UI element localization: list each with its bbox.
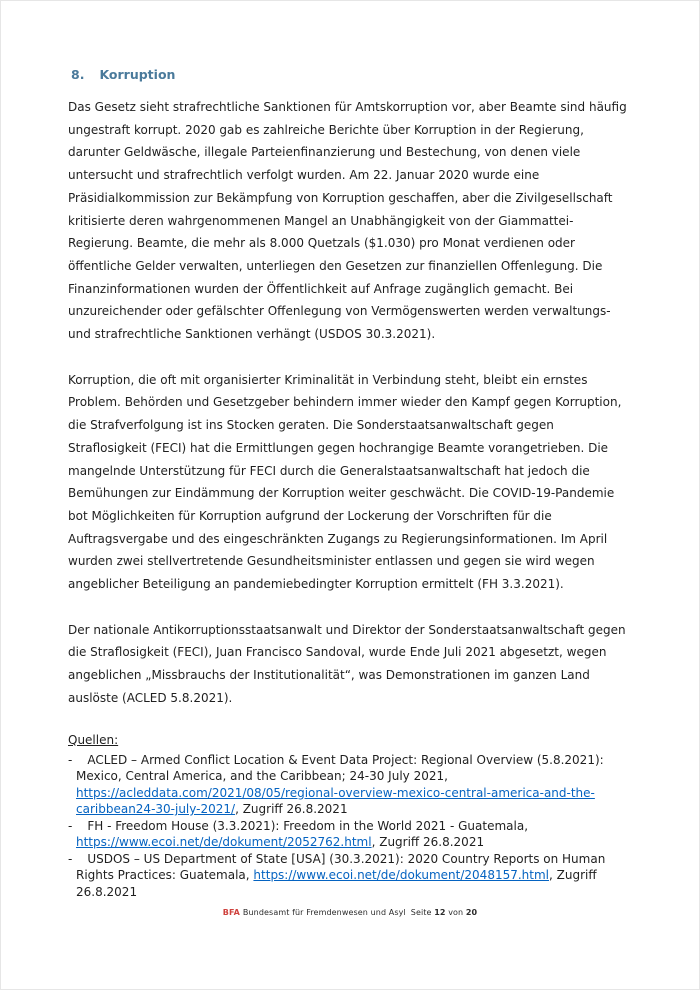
section-title: Korruption <box>99 67 176 82</box>
source-item <box>68 818 632 851</box>
bfa-logo-text: BFA <box>222 908 240 917</box>
footer-page-total: 20 <box>465 908 478 917</box>
paragraph-2: Korruption, die oft mit organisierter Kriminalität in Verbindung steht, bleibt ein ernstes Problem. Behörden und Gesetzgeber behindern immer wieder den Kampf gegen Korruption, die Strafverfolgung ist ins Stocken geraten. Die Sonderstaatsanwaltschaft gegen Straflosigkeit (FECI) hat die Ermittlungen gegen hochrangige Beamte vorangetrieben. Die mangelnde Unterstützung für FECI durch die Generalstaatsanwaltschaft hat jedoch die Bemühungen zur Eindämmung der Korruption weiter geschwächt. Die COVID-19-Pandemie bot Möglichkeiten für Korruption aufgrund der Lockerung der Vorschriften für die Auftragsvergabe und des eingeschränkten Zugangs zu Regierungsinformationen. Im April wurden zwei stellvertretende Gesundheitsminister entlassen und gegen sie wird wegen angeblicher Beteiligung an pandemiebedingter Korruption ermittelt (FH 3.3.2021). <box>68 372 622 592</box>
source-text: USDOS – US Department of State [USA] (30.3.2021): 2020 Country Reports on Human Rights Practices: Guatemala, <box>76 851 606 883</box>
sources-heading: Quellen: <box>68 732 119 747</box>
footer-page-current: 12 <box>434 908 446 917</box>
document-page <box>1 1 699 989</box>
source-item <box>68 851 632 901</box>
source-access-date: , Zugriff 26.8.2021 <box>371 835 485 850</box>
section-number: 8. <box>71 67 85 82</box>
source-item <box>68 752 632 818</box>
source-text: ACLED – Armed Conflict Location & Event Data Project: Regional Overview (5.8.2021): Mexico, Central America, and the Caribbean; 24-30 July 2021, <box>76 752 604 784</box>
footer-org-name: Bundesamt für Fremdenwesen und Asyl <box>242 908 406 917</box>
sources-section <box>68 733 632 901</box>
footer-page-label: Seite <box>410 908 432 917</box>
bullet-dash: - <box>68 752 73 767</box>
source-text: FH - Freedom House (3.3.2021): Freedom in the World 2021 - Guatemala, <box>87 818 529 833</box>
source-access-date: , Zugriff 26.8.2021 <box>76 868 597 899</box>
source-access-date: , Zugriff 26.8.2021 <box>235 802 348 817</box>
page-footer <box>1 908 699 917</box>
section-heading <box>71 67 632 82</box>
bullet-dash: - <box>68 818 73 833</box>
source-link[interactable]: https://www.ecoi.net/de/dokument/2048157.html <box>253 868 550 883</box>
bullet-dash: - <box>68 851 73 866</box>
source-link[interactable]: https://www.ecoi.net/de/dokument/2052762.html <box>76 835 372 850</box>
paragraph-1: Das Gesetz sieht strafrechtliche Sanktionen für Amtskorruption vor, aber Beamte sind häufig ungestraft korrupt. 2020 gab es zahlreiche Berichte über Korruption in der Regierung, darunter Geldwäsche, illegale Parteienfinanzierung und Bestechung, von denen viele untersucht und strafrechtlich verfolgt wurden. Am 22. Januar 2020 wurde eine Präsidialkommission zur Bekämpfung von Korruption geschaffen, aber die Zivilgesellschaft kritisierte deren wahrgenommenen Mangel an Unabhängigkeit von der Giammattei-Regierung. Beamte, die mehr als 8.000 Quetzals ($1.030) pro Monat verdienen oder öffentliche Gelder verwalten, unterliegen den Gesetzen zur finanziellen Offenlegung. Die Finanzinformationen wurden der Öffentlichkeit auf Anfrage zugänglich gemacht. Bei unzureichender oder gefälschter Offenlegung von Vermögenswerten werden verwaltungs- und strafrechtliche Sanktionen verhängt (USDOS 30.3.2021). <box>68 100 627 342</box>
paragraph-3: Der nationale Antikorruptionsstaatsanwalt und Direktor der Sonderstaatsanwaltschaft gegen die Straflosigkeit (FECI), Juan Francisco Sandoval, wurde Ende Juli 2021 abgesetzt, wegen angeblichen „Missbrauchs der Institutionalität“, was Demonstrationen im ganzen Land auslöste (ACLED 5.8.2021). <box>68 622 626 705</box>
footer-of-label: von <box>448 908 464 917</box>
source-link[interactable]: https://acleddata.com/2021/08/05/regional-overview-mexico-central-america-and-the-caribbean24-30-july-2021/ <box>76 785 595 817</box>
